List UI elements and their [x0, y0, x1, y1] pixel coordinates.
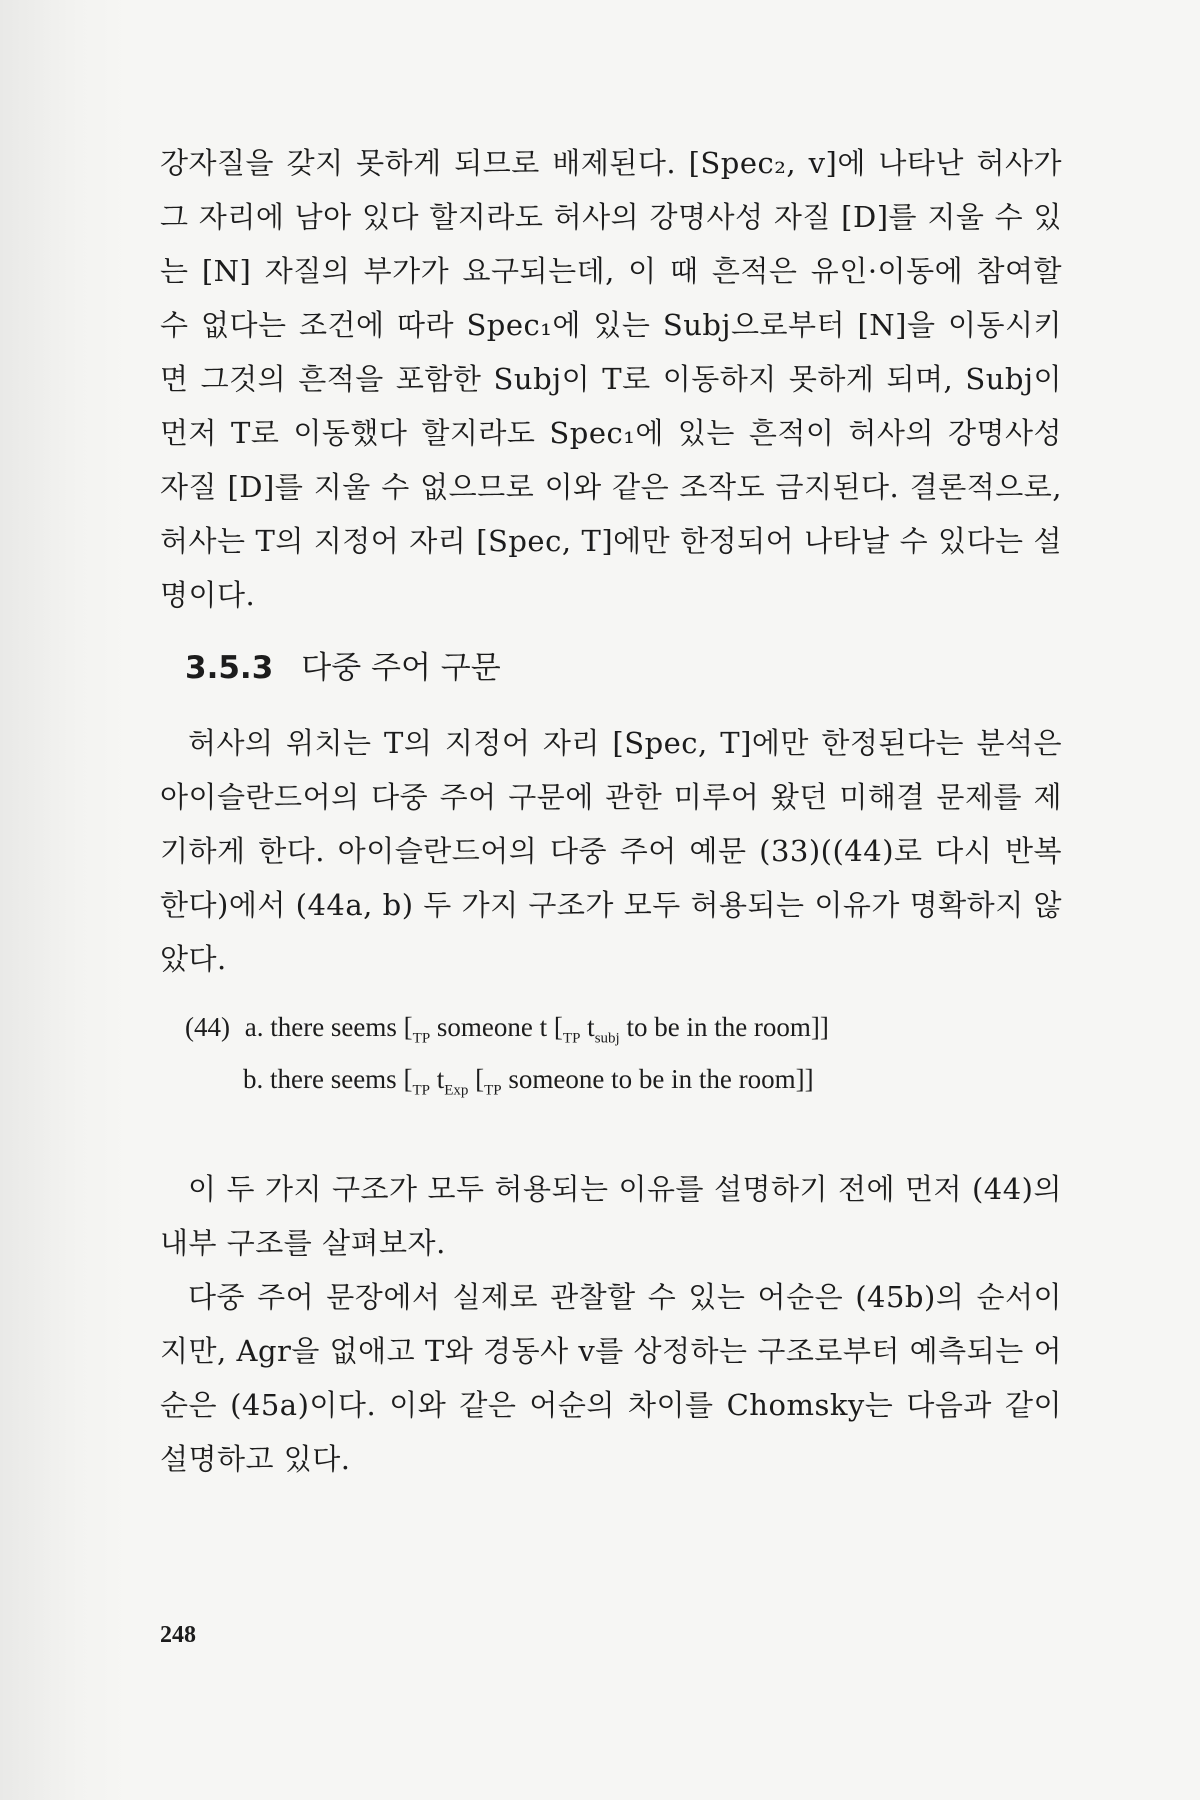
example-44a	[185, 1012, 829, 1047]
subscript: Exp	[444, 1082, 469, 1099]
subscript: TP	[562, 1030, 581, 1047]
example-number: (44)	[185, 1012, 230, 1042]
section-heading	[185, 642, 501, 687]
subscript: TP	[484, 1082, 502, 1099]
example-text: there seems [	[270, 1064, 413, 1094]
example-44b	[243, 1064, 814, 1099]
section-title: 다중 주어 구문	[301, 650, 501, 686]
example-b-label: b.	[243, 1064, 264, 1094]
example-text: [	[468, 1064, 485, 1094]
subscript: subj	[594, 1030, 620, 1047]
example-text: t	[429, 1064, 445, 1094]
example-text: someone to be in the room]]	[501, 1064, 814, 1094]
page-number: 248	[160, 1622, 196, 1648]
example-text: there seems [	[270, 1012, 413, 1042]
paragraph-2: 허사의 위치는 T의 지정어 자리 [Spec, T]에만 한정된다는 분석은 아이슬란드어의 다중 주어 구문에 관한 미루어 왔던 미해결 문제를 제기하게 한다. 아이슬란드어의 다중 주어 예문 (33)((44)로 다시 반복한다)에서 (44a, b) 두 가지 구조가 모두 허용되는 이유가 명확하지 않았다.	[160, 726, 1062, 976]
page-gutter-shadow	[0, 0, 130, 1800]
subscript: TP	[412, 1030, 431, 1047]
example-text: t	[580, 1012, 595, 1042]
example-text: to be in the room]]	[619, 1012, 829, 1042]
example-a-label: a.	[244, 1012, 264, 1042]
paragraph-1: 강자질을 갖지 못하게 되므로 배제된다. [Spec₂, v]에 나타난 허사가 그 자리에 남아 있다 할지라도 허사의 강명사성 자질 [D]를 지울 수 있는 [N] 자질의 부가가 요구되는데, 이 때 흔적은 유인·이동에 참여할 수 없다는 조건에 따라 Spec₁에 있는 Subj으로부터 [N]을 이동시키면 그것의 흔적을 포함한 Subj이 T로 이동하지 못하게 되며, Subj이 먼저 T로 이동했다 할지라도 Spec₁에 있는 흔적이 허사의 강명사성 자질 [D]를 지울 수 없으므로 이와 같은 조작도 금지된다. 결론적으로, 허사는 T의 지정어 자리 [Spec, T]에만 한정되어 나타날 수 있다는 설명이다.	[160, 146, 1062, 612]
example-text: someone t [	[430, 1012, 563, 1042]
section-number: 3.5.3	[185, 650, 274, 686]
subscript: TP	[412, 1082, 430, 1099]
paragraph-4: 다중 주어 문장에서 실제로 관찰할 수 있는 어순은 (45b)의 순서이지만, Agr을 없애고 T와 경동사 v를 상정하는 구조로부터 예측되는 어순은 (45a)이다. 이와 같은 어순의 차이를 Chomsky는 다음과 같이 설명하고 있다.	[160, 1280, 1062, 1476]
paragraph-3: 이 두 가지 구조가 모두 허용되는 이유를 설명하기 전에 먼저 (44)의 내부 구조를 살펴보자.	[160, 1172, 1062, 1260]
